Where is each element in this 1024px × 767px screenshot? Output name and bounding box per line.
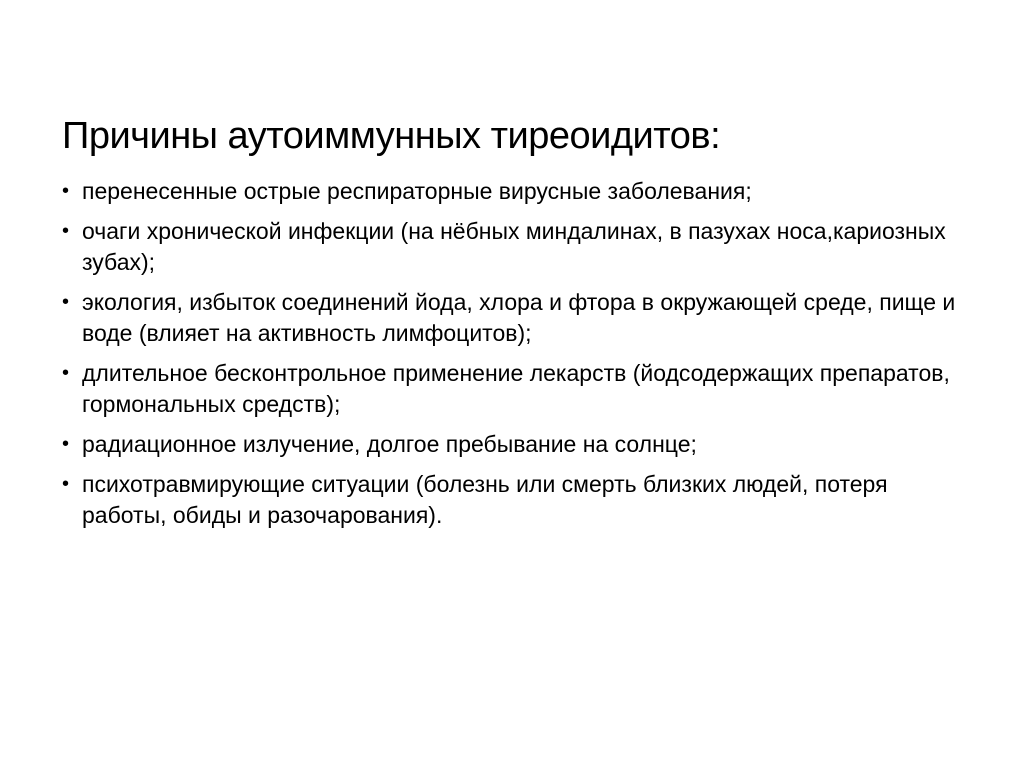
list-item — [62, 176, 962, 207]
list-item-text: радиационное излучение, долгое пребывание на солнце; — [82, 431, 697, 457]
list-item-text: очаги хронической инфекции (на нёбных миндалинах, в пазухах носа,кариозных зубах); — [82, 218, 946, 275]
list-item-text: экология, избыток соединений йода, хлора и фтора в окружающей среде, пище и воде (влияет на активность лимфоцитов); — [82, 289, 956, 346]
bullet-icon: • — [62, 433, 70, 455]
list-item — [62, 429, 962, 460]
slide-title: Причины аутоиммунных тиреоидитов: — [62, 115, 721, 157]
list-item-text: перенесенные острые респираторные вирусные заболевания; — [82, 178, 752, 204]
bullet-icon: • — [62, 291, 70, 313]
list-item — [62, 216, 962, 278]
bullet-list — [62, 176, 962, 540]
list-item — [62, 358, 962, 420]
bullet-icon: • — [62, 180, 70, 202]
bullet-icon: • — [62, 473, 70, 495]
list-item — [62, 469, 962, 531]
list-item-text: психотравмирующие ситуации (болезнь или смерть близких людей, потеря работы, обиды и разочарования). — [82, 471, 888, 528]
list-item — [62, 287, 962, 349]
bullet-icon: • — [62, 220, 70, 242]
list-item-text: длительное бесконтрольное применение лекарств (йодсодержащих препаратов, гормональных средств); — [82, 360, 950, 417]
bullet-icon: • — [62, 362, 70, 384]
